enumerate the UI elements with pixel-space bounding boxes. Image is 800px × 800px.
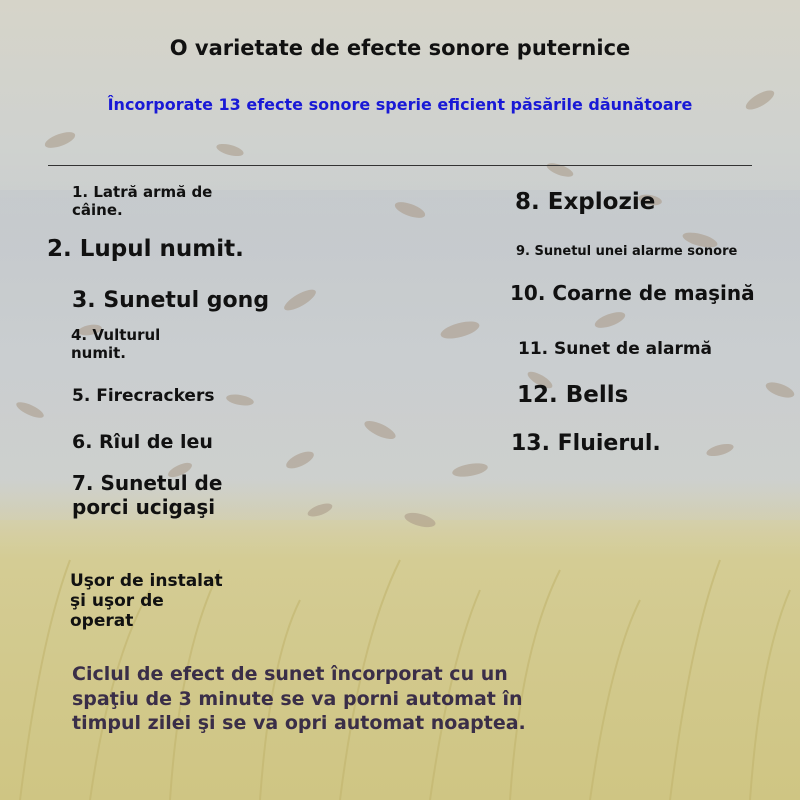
- sound-item-12: 12. Bells: [517, 382, 629, 408]
- sound-item-2: 2. Lupul numit.: [47, 236, 244, 262]
- grass-field: [0, 480, 800, 800]
- sound-item-10: 10. Coarne de maşină: [510, 281, 755, 305]
- install-note: Uşor de instalat şi uşor de operat: [70, 571, 223, 632]
- page-title: O varietate de efecte sonore puternice: [169, 36, 631, 60]
- sound-item-8: 8. Explozie: [515, 189, 656, 215]
- sound-item-6: 6. Rîul de leu: [72, 431, 213, 453]
- divider-line: [48, 165, 752, 166]
- sound-item-3: 3. Sunetul gong: [72, 288, 270, 313]
- sound-item-9: 9. Sunetul unei alarme sonore: [516, 244, 738, 259]
- sound-item-5: 5. Firecrackers: [72, 386, 215, 406]
- sound-item-4: 4. Vulturul numit.: [71, 326, 161, 362]
- cycle-note: Ciclul de efect de sunet încorporat cu un spaţiu de 3 minute se va porni automat în timpul zilei şi se va opri automat noaptea.: [72, 663, 526, 735]
- sound-item-7: 7. Sunetul de porci ucigaşi: [72, 471, 223, 519]
- sound-item-11: 11. Sunet de alarmă: [518, 339, 713, 359]
- page-subtitle: Încorporate 13 efecte sonore sperie eficient păsările dăunătoare: [107, 95, 693, 114]
- sound-item-13: 13. Fluierul.: [511, 431, 661, 456]
- sound-item-1: 1. Latră armă de câine.: [72, 183, 213, 219]
